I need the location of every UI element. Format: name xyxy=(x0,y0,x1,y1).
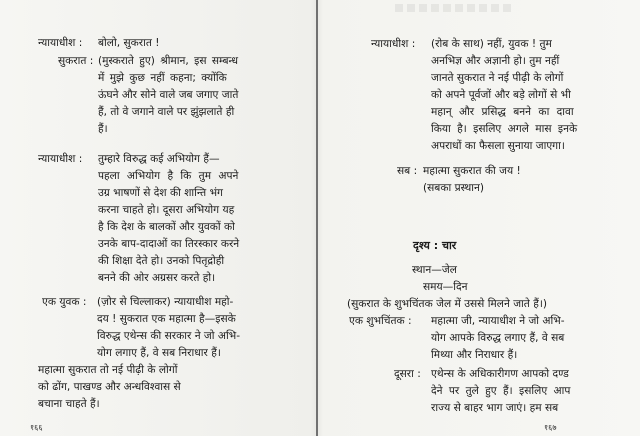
scene-title: दृश्य : चार xyxy=(413,239,457,252)
text-line: हैं। xyxy=(98,123,108,135)
speech-text xyxy=(423,163,521,197)
text-line: एथेन्स के अधिकारीगण आपको दण्ड xyxy=(431,368,569,380)
text-line: तुम्हारे विरुद्ध कई अभियोग हैं— xyxy=(98,153,220,165)
speech-text xyxy=(98,35,159,52)
text-line: (ज़ोर से चिल्लाकर) न्यायाधीश महो- xyxy=(97,296,234,308)
speech-text xyxy=(98,53,238,138)
text-line: (रोब के साथ) नहीं, युवक ! तुम xyxy=(431,38,552,50)
speaker-label: सब : xyxy=(397,165,418,177)
text-line: देने पर तुले हुए हैं। इसलिए आप xyxy=(431,385,571,397)
text-line: हैं, तो वे जगाने वाले पर झुंझलाते ही xyxy=(98,106,235,118)
right-page xyxy=(318,0,640,436)
left-page xyxy=(0,0,316,436)
speaker-label: न्यायाधीश : xyxy=(371,38,416,50)
text-line: पहला अभियोग है कि तुम अपने xyxy=(98,170,239,182)
text-line: महात्मा सुकरात की जय ! xyxy=(423,165,521,177)
speaker-label: एक शुभचिंतक : xyxy=(349,315,412,327)
text-line: मिथ्या और निराधार हैं। xyxy=(431,349,518,361)
text-line: ऊंघने और सोने वाले जब जगाए जाते xyxy=(98,89,239,101)
speech-text xyxy=(431,36,577,155)
text-line: महात्मा सुकरात तो नई पीढ़ी के लोगों xyxy=(38,364,178,376)
speech-text xyxy=(98,151,239,287)
speech-text xyxy=(431,366,570,417)
text-line: उनके बाप-दादाओं का तिरस्कार करने xyxy=(98,238,240,250)
text-line: राज्य से बाहर भाग जाएं। हम सब xyxy=(431,402,559,414)
speaker-label: न्यायाधीश : xyxy=(38,153,83,165)
speech-text xyxy=(38,362,181,413)
text-line: महात्मा जी, न्यायाधीश ने जो अभि- xyxy=(431,315,565,327)
text-line: अपराधों का फैसला सुनाया जाएगा। xyxy=(431,140,565,152)
text-line: दय ! सुकरात एक महात्मा है—इसके xyxy=(97,313,236,325)
speech-text xyxy=(97,294,240,362)
speaker-label: एक युवक : xyxy=(42,296,87,308)
text-line: बनने की ओर अग्रसर करते हो। xyxy=(98,272,216,284)
text-line: बचाना चाहते हैं। xyxy=(38,398,100,410)
text-line: विरुद्ध एथेन्स की सरकार ने जो अभि- xyxy=(97,330,241,342)
text-line: की शिक्षा देते हो। उनको पितृद्रोही xyxy=(98,255,225,267)
text-line: योग लगाए हैं, वे सब निराधार हैं। xyxy=(97,347,221,359)
text-line: को अपने पूर्वजों और बड़े लोगों से भी xyxy=(431,89,571,101)
text-line: जानते सुकरात ने नई पीढ़ी के लोगों xyxy=(431,72,564,84)
text-line: (मुस्कराते हुए) श्रीमान, इस सम्बन्ध xyxy=(98,55,238,67)
speaker-label: दूसरा : xyxy=(394,368,421,380)
stage-time: समय—दिन xyxy=(423,281,468,293)
text-line: है कि देश के बालकों और युवकों को xyxy=(98,221,235,233)
text-line: में मुझे कुछ नहीं कहना; क्योंकि xyxy=(98,72,227,84)
page-number: १६७ xyxy=(544,423,557,432)
text-line: बोलो, सुकरात ! xyxy=(98,37,160,49)
speaker-label: न्यायाधीश : xyxy=(38,37,83,49)
speaker-label: सुकरात : xyxy=(58,55,94,67)
text-line: उग्र भाषणों से देश की शान्ति भंग xyxy=(98,187,223,199)
stage-place: स्थान—जेल xyxy=(412,264,457,276)
text-line: महान् और प्रसिद्ध बनने का दावा xyxy=(431,106,574,118)
text-line: किया है। इसलिए अगले मास इनके xyxy=(431,123,578,135)
text-line: को ढोंग, पाखण्ड और अन्धविश्वास से xyxy=(38,381,181,393)
text-line: (सबका प्रस्थान) xyxy=(423,182,485,194)
page-number: १६६ xyxy=(30,423,43,432)
speech-text xyxy=(431,313,565,364)
stage-note: (सुकरात के शुभचिंतक जेल में उससे मिलने जाते हैं।) xyxy=(347,298,547,310)
text-line: अनभिज्ञ और अज्ञानी हो। तुम नहीं xyxy=(431,55,560,67)
text-line: योग आपके विरुद्ध लगाए हैं, वे सब xyxy=(431,332,565,344)
text-line: करना चाहते हो। दूसरा अभियोग यह xyxy=(98,204,235,216)
